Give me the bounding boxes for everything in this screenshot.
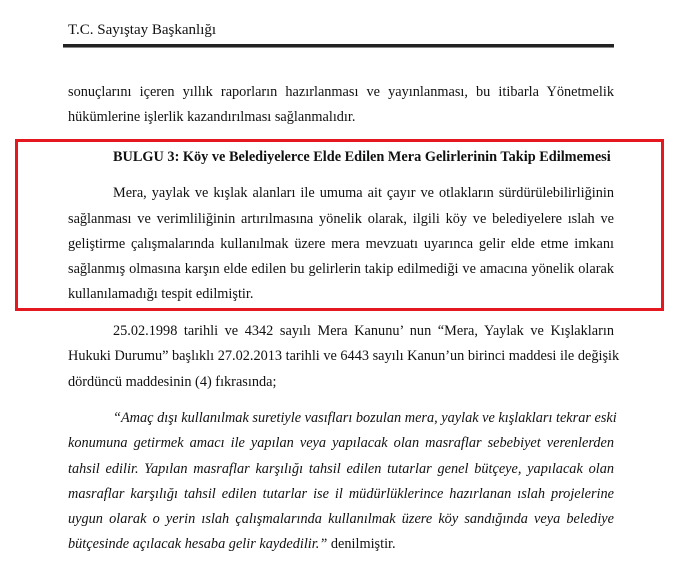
text-line: sağlanmış olmasına karşın elde edilen bu gelirlerin takip edilmediği ve amacına yönelik olarak: [68, 261, 614, 277]
quote-end: bütçesinde açılacak hesaba gelir kaydedilir.”: [68, 536, 328, 552]
quote-line: tahsil edilir. Yapılan masraflar karşılığı tahsil edilen tutarlar genel bütçeye, yapılacak olan: [68, 461, 614, 477]
quote-line-last: [68, 536, 614, 553]
header-rule: [63, 44, 614, 48]
text-line: sağlanması ve verimliliğinin artırılmasına yönelik olarak, ilgili köy ve belediyelere ıslah ve: [68, 211, 614, 227]
text-line: dördüncü maddesinin (4) fıkrasında;: [68, 374, 277, 390]
text-line: sonuçlarını içeren yıllık raporların hazırlanması ve yayınlanması, bu itibarla Yönetmelik: [68, 84, 614, 100]
text-line: Mera, yaylak ve kışlak alanları ile umuma ait çayır ve otlakların sürdürülebilirliğinin: [113, 185, 614, 201]
quote-suffix: denilmiştir.: [327, 536, 396, 552]
text-line: Hukuki Durumu” başlıklı 27.02.2013 tarihli ve 6443 sayılı Kanun’un birinci maddesi ile değişik: [68, 348, 620, 364]
text-line: 25.02.1998 tarihli ve 4342 sayılı Mera Kanunu’ nun “Mera, Yaylak ve Kışlakların: [113, 323, 614, 339]
text-line: kullanılamadığı tespit edilmiştir.: [68, 286, 254, 302]
quote-line: masraflar karşılığı tahsil edilen tutarlar ise il müdürlüklerince hazırlanan ıslah projelerine: [68, 486, 614, 502]
quote-line: uygun olarak o yerin ıslah çalışmalarında kullanılmak üzere köy sandığında veya belediye: [68, 511, 614, 527]
text-line: hükümlerine işlerlik kazandırılması sağlanmalıdır.: [68, 109, 356, 125]
finding-heading: BULGU 3: Köy ve Belediyelerce Elde Edilen Mera Gelirlerinin Takip Edilmemesi: [113, 149, 611, 165]
quote-line: konumuna getirmek amacı ile yapılan veya yapılacak olan masraflar sebebiyet verenlerden: [68, 435, 614, 451]
page-header-title: T.C. Sayıştay Başkanlığı: [68, 22, 217, 38]
text-line: geliştirme çalışmalarında kullanılmak üzere mera mevzuatı uyarınca gelir elde etme imkanı: [68, 236, 614, 252]
quote-line: “Amaç dışı kullanılmak suretiyle vasıfları bozulan mera, yaylak ve kışlakları tekrar eski: [113, 410, 617, 426]
